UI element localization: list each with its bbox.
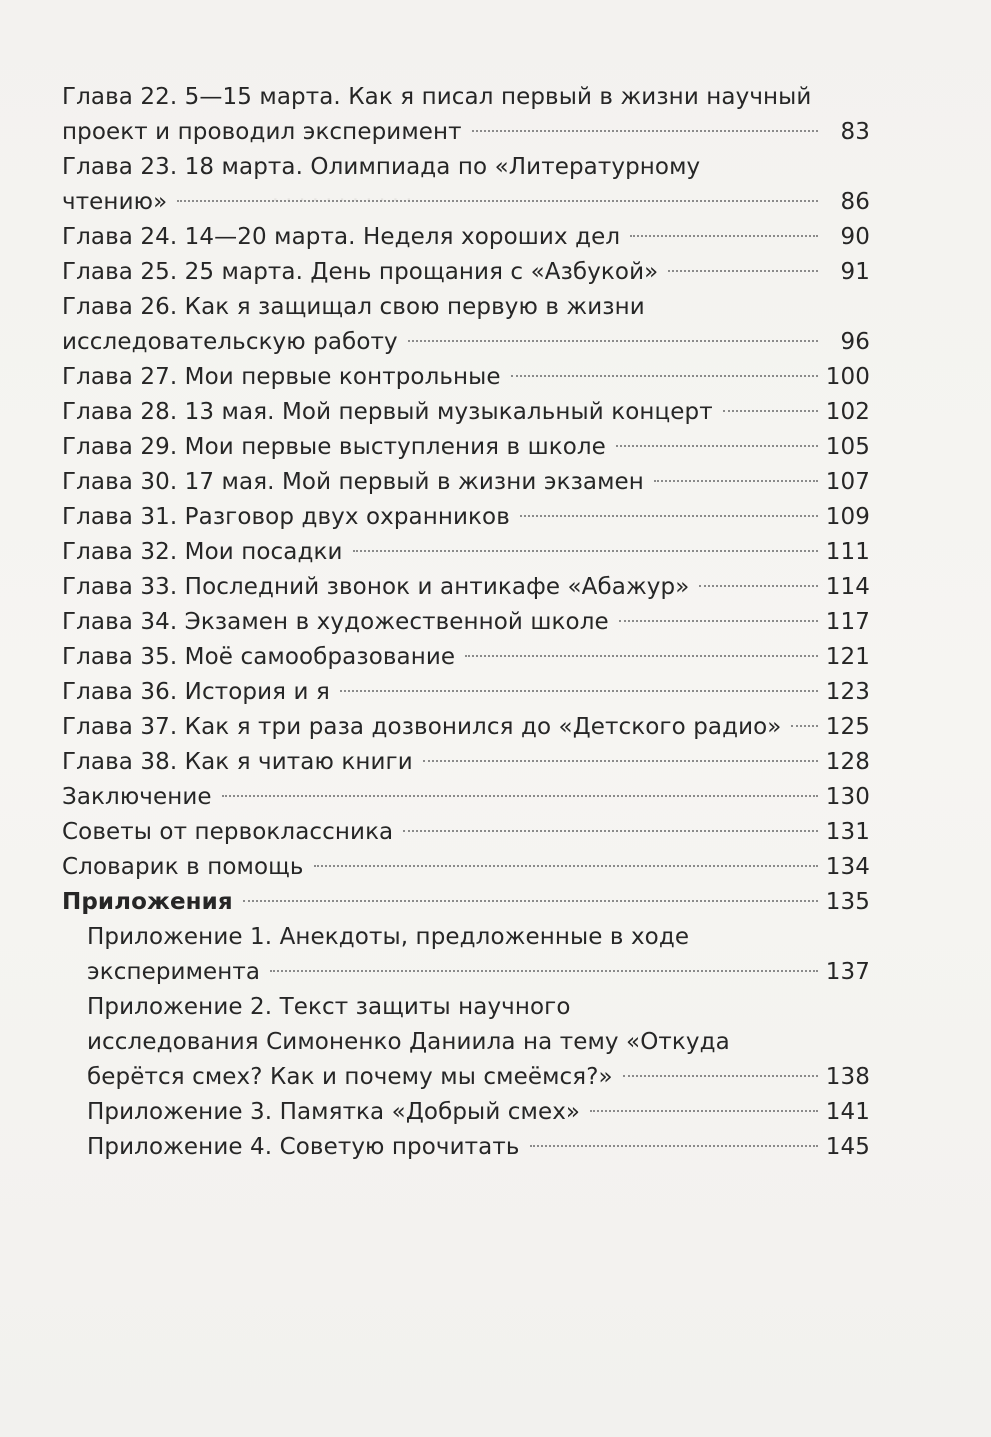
dot-leader bbox=[314, 865, 818, 867]
toc-page-number: 100 bbox=[825, 364, 870, 390]
toc-entry-line bbox=[62, 675, 870, 710]
toc-page-number: 125 bbox=[825, 714, 870, 740]
toc-entry bbox=[62, 710, 870, 745]
toc-entry-line bbox=[87, 920, 870, 955]
toc-entry bbox=[62, 290, 870, 360]
toc-entry-title: Глава 35. Моё самообразование bbox=[62, 644, 456, 670]
toc-entry-line bbox=[62, 395, 870, 430]
toc-page-number: 117 bbox=[825, 609, 870, 635]
toc-entry-line bbox=[87, 955, 870, 990]
toc-entry bbox=[62, 780, 870, 815]
toc-entry-line bbox=[62, 780, 870, 815]
toc-entry-title: Глава 26. Как я защищал свою первую в жизни bbox=[62, 294, 645, 320]
toc-entry bbox=[62, 150, 870, 220]
dot-leader bbox=[222, 795, 818, 797]
toc-page-number: 137 bbox=[825, 959, 870, 985]
toc-entry-title: Приложение 1. Анекдоты, предложенные в ходе bbox=[87, 924, 690, 950]
toc-entry bbox=[62, 500, 870, 535]
toc-entry-line bbox=[62, 185, 870, 220]
toc-entry bbox=[62, 885, 870, 920]
toc-entry bbox=[62, 430, 870, 465]
dot-leader bbox=[791, 725, 817, 727]
dot-leader bbox=[408, 340, 818, 342]
toc-entry-line bbox=[62, 150, 870, 185]
toc-entry-title: исследовательскую работу bbox=[62, 329, 398, 355]
toc-entry-title: берётся смех? Как и почему мы смеёмся?» bbox=[87, 1064, 613, 1090]
toc-entry-title: Глава 36. История и я bbox=[62, 679, 330, 705]
toc-entry bbox=[62, 640, 870, 675]
toc-entry-title: чтению» bbox=[62, 189, 168, 215]
toc-page-number: 105 bbox=[825, 434, 870, 460]
toc-entry-title: Глава 28. 13 мая. Мой первый музыкальный концерт bbox=[62, 399, 713, 425]
toc-page-number: 90 bbox=[840, 224, 870, 250]
toc-entry-line bbox=[62, 570, 870, 605]
toc-entry-title: Глава 30. 17 мая. Мой первый в жизни экзамен bbox=[62, 469, 644, 495]
dot-leader bbox=[619, 620, 818, 622]
toc-entry-title: Приложения bbox=[62, 889, 233, 915]
toc-entry bbox=[62, 220, 870, 255]
toc-entry-title: Глава 38. Как я читаю книги bbox=[62, 749, 413, 775]
toc-entry-line bbox=[62, 710, 870, 745]
toc-entry-title: Заключение bbox=[62, 784, 212, 810]
dot-leader bbox=[723, 410, 818, 412]
toc-page-number: 91 bbox=[840, 259, 870, 285]
toc-entry-line bbox=[62, 430, 870, 465]
toc-entry-title: Глава 24. 14—20 марта. Неделя хороших дел bbox=[62, 224, 621, 250]
toc-entry-line bbox=[62, 290, 870, 325]
dot-leader bbox=[472, 130, 818, 132]
toc-entry-line bbox=[62, 115, 870, 150]
toc-entry bbox=[62, 745, 870, 780]
dot-leader bbox=[668, 270, 818, 272]
toc-entry-title: Советы от первоклассника bbox=[62, 819, 394, 845]
toc-entry-line bbox=[62, 220, 870, 255]
dot-leader bbox=[177, 200, 818, 202]
dot-leader bbox=[616, 445, 818, 447]
table-of-contents bbox=[62, 80, 870, 1165]
toc-page-number: 134 bbox=[825, 854, 870, 880]
toc-entry bbox=[62, 395, 870, 430]
toc-entry-line bbox=[62, 885, 870, 920]
toc-page-number: 83 bbox=[840, 119, 870, 145]
toc-page-number: 111 bbox=[825, 539, 870, 565]
toc-entry-title: Приложение 2. Текст защиты научного bbox=[87, 994, 571, 1020]
toc-entry-line bbox=[62, 325, 870, 360]
toc-entry-line bbox=[87, 1095, 870, 1130]
toc-page-number: 86 bbox=[840, 189, 870, 215]
toc-appendix-entry bbox=[62, 920, 870, 990]
toc-entry bbox=[62, 360, 870, 395]
dot-leader bbox=[530, 1145, 818, 1147]
toc-appendix-entry bbox=[62, 1130, 870, 1165]
toc-page-number: 121 bbox=[825, 644, 870, 670]
toc-entry bbox=[62, 80, 870, 150]
bleed-through-text-top: · · · · · · · · · · · bbox=[272, 188, 413, 212]
dot-leader bbox=[590, 1110, 818, 1112]
toc-entry-line bbox=[62, 360, 870, 395]
toc-page-number: 141 bbox=[825, 1099, 870, 1125]
toc-page-number: 107 bbox=[825, 469, 870, 495]
toc-entry-title: проект и проводил эксперимент bbox=[62, 119, 462, 145]
toc-appendix-entry bbox=[62, 990, 870, 1095]
toc-entry bbox=[62, 675, 870, 710]
toc-page-number: 128 bbox=[825, 749, 870, 775]
toc-entry-line bbox=[62, 255, 870, 290]
toc-entry bbox=[62, 605, 870, 640]
toc-page-number: 114 bbox=[825, 574, 870, 600]
toc-entry-line bbox=[87, 1060, 870, 1095]
toc-entry bbox=[62, 255, 870, 290]
toc-entry-line bbox=[62, 535, 870, 570]
toc-page-number: 130 bbox=[825, 784, 870, 810]
dot-leader bbox=[699, 585, 817, 587]
toc-appendix-entry bbox=[62, 1095, 870, 1130]
toc-entry-line bbox=[62, 605, 870, 640]
toc-entry-title: Глава 37. Как я три раза дозвонился до «Детского радио» bbox=[62, 714, 782, 740]
toc-entry bbox=[62, 850, 870, 885]
toc-entry-title: Глава 22. 5—15 марта. Как я писал первый в жизни научный bbox=[62, 84, 812, 110]
toc-entry bbox=[62, 570, 870, 605]
toc-page-number: 145 bbox=[825, 1134, 870, 1160]
toc-entry-line bbox=[62, 745, 870, 780]
dot-leader bbox=[243, 900, 818, 902]
toc-entry-title: Глава 29. Мои первые выступления в школе bbox=[62, 434, 606, 460]
toc-entry-title: Глава 33. Последний звонок и антикафе «Абажур» bbox=[62, 574, 690, 600]
toc-entry-title: Приложение 4. Советую прочитать bbox=[87, 1134, 520, 1160]
toc-entry-title: эксперимента bbox=[87, 959, 261, 985]
dot-leader bbox=[465, 655, 818, 657]
toc-entry bbox=[62, 465, 870, 500]
toc-page-number: 138 bbox=[825, 1064, 870, 1090]
toc-entry-title: Глава 31. Разговор двух охранников bbox=[62, 504, 510, 530]
dot-leader bbox=[630, 235, 818, 237]
toc-entry-line bbox=[62, 500, 870, 535]
toc-entry-title: Глава 34. Экзамен в художественной школе bbox=[62, 609, 609, 635]
toc-entry-title: Глава 27. Мои первые контрольные bbox=[62, 364, 501, 390]
toc-entry bbox=[62, 815, 870, 850]
toc-entry-line bbox=[62, 80, 870, 115]
dot-leader bbox=[423, 760, 818, 762]
dot-leader bbox=[353, 550, 818, 552]
dot-leader bbox=[403, 830, 818, 832]
toc-entry-title: Глава 32. Мои посадки bbox=[62, 539, 343, 565]
toc-entry-line bbox=[87, 1130, 870, 1165]
dot-leader bbox=[511, 375, 818, 377]
toc-entry-line bbox=[87, 990, 870, 1025]
toc-entry-line bbox=[62, 815, 870, 850]
toc-entry-title: исследования Симоненко Даниила на тему «Откуда bbox=[87, 1029, 730, 1055]
toc-entry-line bbox=[62, 850, 870, 885]
toc-page-number: 96 bbox=[840, 329, 870, 355]
toc-page-number: 109 bbox=[825, 504, 870, 530]
toc-page-number: 102 bbox=[825, 399, 870, 425]
toc-entry bbox=[62, 535, 870, 570]
toc-page-number: 135 bbox=[825, 889, 870, 915]
toc-entry-title: Глава 23. 18 марта. Олимпиада по «Литературному bbox=[62, 154, 701, 180]
toc-entry-line bbox=[62, 640, 870, 675]
dot-leader bbox=[340, 690, 818, 692]
toc-entry-title: Глава 25. 25 марта. День прощания с «Азбукой» bbox=[62, 259, 659, 285]
dot-leader bbox=[520, 515, 818, 517]
toc-entry-line bbox=[87, 1025, 870, 1060]
toc-entry-line bbox=[62, 465, 870, 500]
toc-entry-title: Приложение 3. Памятка «Добрый смех» bbox=[87, 1099, 581, 1125]
toc-page-number: 123 bbox=[825, 679, 870, 705]
dot-leader bbox=[623, 1075, 818, 1077]
dot-leader bbox=[270, 970, 818, 972]
dot-leader bbox=[654, 480, 818, 482]
toc-page-number: 131 bbox=[825, 819, 870, 845]
toc-entry-title: Словарик в помощь bbox=[62, 854, 304, 880]
